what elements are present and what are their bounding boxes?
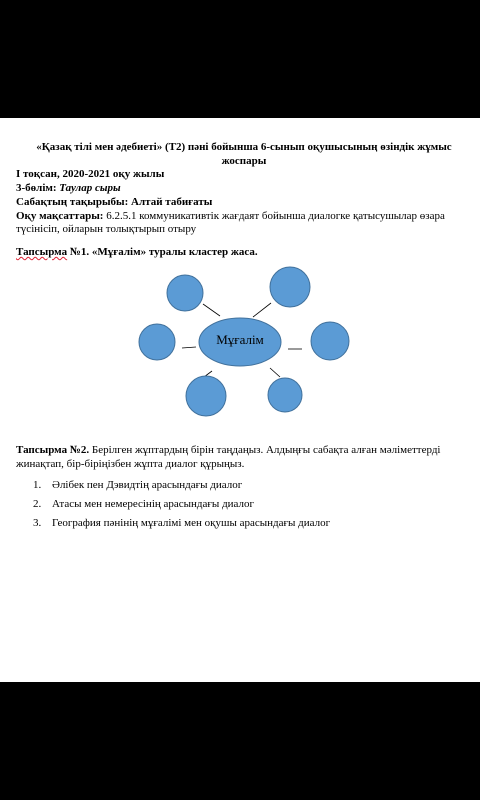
section-value: Таулар сыры [59, 182, 121, 194]
document-title: «Қазақ тілі мен әдебиеті» (Т2) пәні бойынша 6-сынып оқушысының өзіндік жұмыс жоспары [36, 141, 452, 167]
objective-label: Оқу мақсаттары: [16, 210, 104, 222]
list-item [16, 516, 472, 535]
task2-label: Тапсырма №2. [16, 444, 90, 456]
cluster-node [270, 267, 310, 307]
cluster-node [167, 275, 203, 311]
cluster-center-label: Мұғалім [216, 332, 264, 347]
objective-text: 6.2.5.1 коммуникативтік жағдаят бойынша диалогке қатысушылар өзара түсінісіп, ойларын толықтырып отыру [16, 210, 445, 235]
cluster-node [268, 378, 302, 412]
task2-paragraph [16, 443, 474, 471]
document-page [0, 118, 480, 682]
connector-line [182, 347, 196, 348]
connector-line [270, 368, 280, 377]
connector-line [253, 303, 271, 317]
list-item-text: Әлібек пен Дэвидтің арасындағы диалог [52, 479, 243, 491]
task2-text: Берілген жұптардың бірін таңдаңыз. Алдыңғы сабақта алған мәліметтерді жинақтап, бір-біріңізбен жұпта диалог құрыңыз. [16, 444, 441, 470]
cluster-node [311, 322, 349, 360]
list-item-text: География пәнінің мұғалімі мен оқушы арасындағы диалог [52, 517, 331, 529]
list-item-number: 3. [33, 517, 42, 529]
task1-label: Тапсырма [16, 246, 68, 258]
list-item [16, 497, 472, 516]
pairs-list [16, 478, 472, 535]
list-item [16, 478, 472, 497]
list-item-text: Атасы мен немересінің арасындағы диалог [52, 498, 255, 510]
connector-line [203, 304, 220, 316]
cluster-node [139, 324, 175, 360]
list-item-number: 1. [33, 479, 42, 491]
topic-value: Алтай табиғаты [131, 196, 213, 208]
cluster-node [186, 376, 226, 416]
cluster-diagram [0, 118, 480, 682]
list-item-number: 2. [33, 498, 42, 510]
quarter-line: І тоқсан, 2020-2021 оқу жылы [16, 168, 165, 180]
task1-text: №1. «Мұғалім» туралы кластер жаса. [69, 246, 258, 258]
topic-label: Сабақтың тақырыбы: [16, 196, 129, 208]
section-label: 3-бөлім: [16, 182, 57, 194]
